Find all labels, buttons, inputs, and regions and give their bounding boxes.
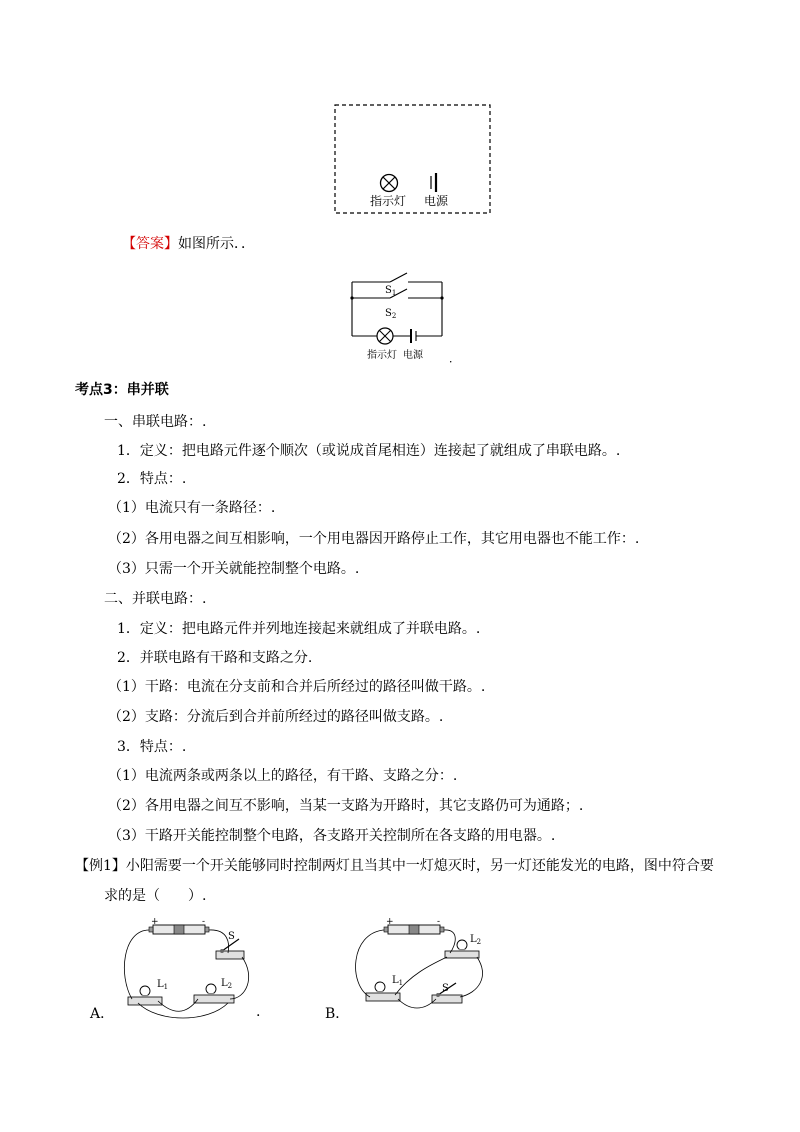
battery-plus: + [151, 917, 159, 927]
option-a-circuit [118, 915, 263, 1025]
lamp-2-label: $L_2$ [221, 978, 233, 990]
lamp-2-label: $L_2$ [470, 934, 482, 946]
parallel-main-path: （1）干路：电流在分支前和合并后所经过的路径叫做干路。. [108, 679, 486, 695]
series-heading: 一、串联电路：. [104, 414, 207, 430]
example-text-2: 求的是（ ）. [104, 888, 207, 904]
figure-1-circuit [330, 100, 500, 220]
s1-label: $S_1$ [385, 285, 397, 297]
lamp-1-label: $L_1$ [392, 975, 404, 987]
s2-label: $S_2$ [385, 308, 397, 320]
battery-icon [411, 329, 416, 343]
power-source-icon [431, 173, 436, 192]
series-definition: 1．定义：把电路元件逐个顺次（或说成首尾相连）连接起了就组成了串联电路。. [117, 443, 621, 459]
parallel-feature-2: （2）各用电器之间互不影响，当某一支路为开路时，其它支路仍可为通路；. [108, 798, 584, 814]
parallel-branch-path: （2）支路：分流后到合并前所经过的路径叫做支路。. [108, 709, 444, 725]
dashed-box [335, 105, 490, 213]
lamp-label: 指示灯 [369, 194, 407, 208]
example-text-1: 小阳需要一个开关能够同时控制两灯且当其中一灯熄灭时，另一灯还能发光的电路，图中符合要 [125, 858, 714, 874]
battery-minus: - [437, 917, 441, 927]
option-a-trail: . [256, 1004, 261, 1020]
lamp-label: 指示灯 [367, 350, 397, 361]
series-feature-2: （2）各用电器之间互相影响，一个用电器因开路停止工作，其它用电器也不能工作：. [108, 531, 640, 547]
example-tag: 【例1】 [75, 858, 126, 874]
answer-circuit [345, 264, 465, 369]
source-label: 电源 [403, 350, 423, 361]
parallel-definition: 1．定义：把电路元件并列地连接起来就组成了并联电路。. [117, 621, 481, 637]
option-b-circuit [350, 915, 490, 1020]
switch-label: S [228, 931, 235, 942]
switch-icon [216, 939, 244, 959]
option-b-label[interactable]: B． [325, 1006, 350, 1022]
parallel-features-heading: 3．特点：. [117, 739, 187, 755]
series-feature-3: （3）只需一个开关就能控制整个电路。. [108, 561, 360, 577]
switch-label: S [442, 983, 449, 994]
parallel-branches: 2．并联电路有干路和支路之分. [117, 650, 313, 666]
parallel-heading: 二、并联电路：. [104, 591, 207, 607]
source-label: 电源 [423, 194, 449, 208]
figure-period: ． [449, 352, 460, 365]
parallel-feature-3: （3）干路开关能控制整个电路，各支路开关控制所在各支路的用电器。. [108, 828, 556, 844]
parallel-feature-1: （1）电流两条或两条以上的路径，有干路、支路之分：. [108, 768, 458, 784]
lamp-icon [381, 175, 398, 192]
switch-s1-icon [390, 273, 407, 282]
answer-line [122, 235, 255, 253]
section-heading: 考点3：串并联 [75, 382, 169, 398]
answer-tag: 【答案】 [122, 236, 178, 252]
lamp-1-label: $L_1$ [157, 979, 169, 991]
lamp-icon [377, 328, 393, 344]
series-features-heading: 2．特点：. [117, 471, 187, 487]
series-feature-1: （1）电流只有一条路径：. [108, 500, 276, 516]
battery-minus: - [202, 917, 206, 927]
battery-plus: + [386, 917, 394, 927]
example-line-1 [75, 857, 714, 875]
option-a-label[interactable]: A． [90, 1006, 115, 1022]
answer-text: 如图所示．． [178, 236, 255, 252]
